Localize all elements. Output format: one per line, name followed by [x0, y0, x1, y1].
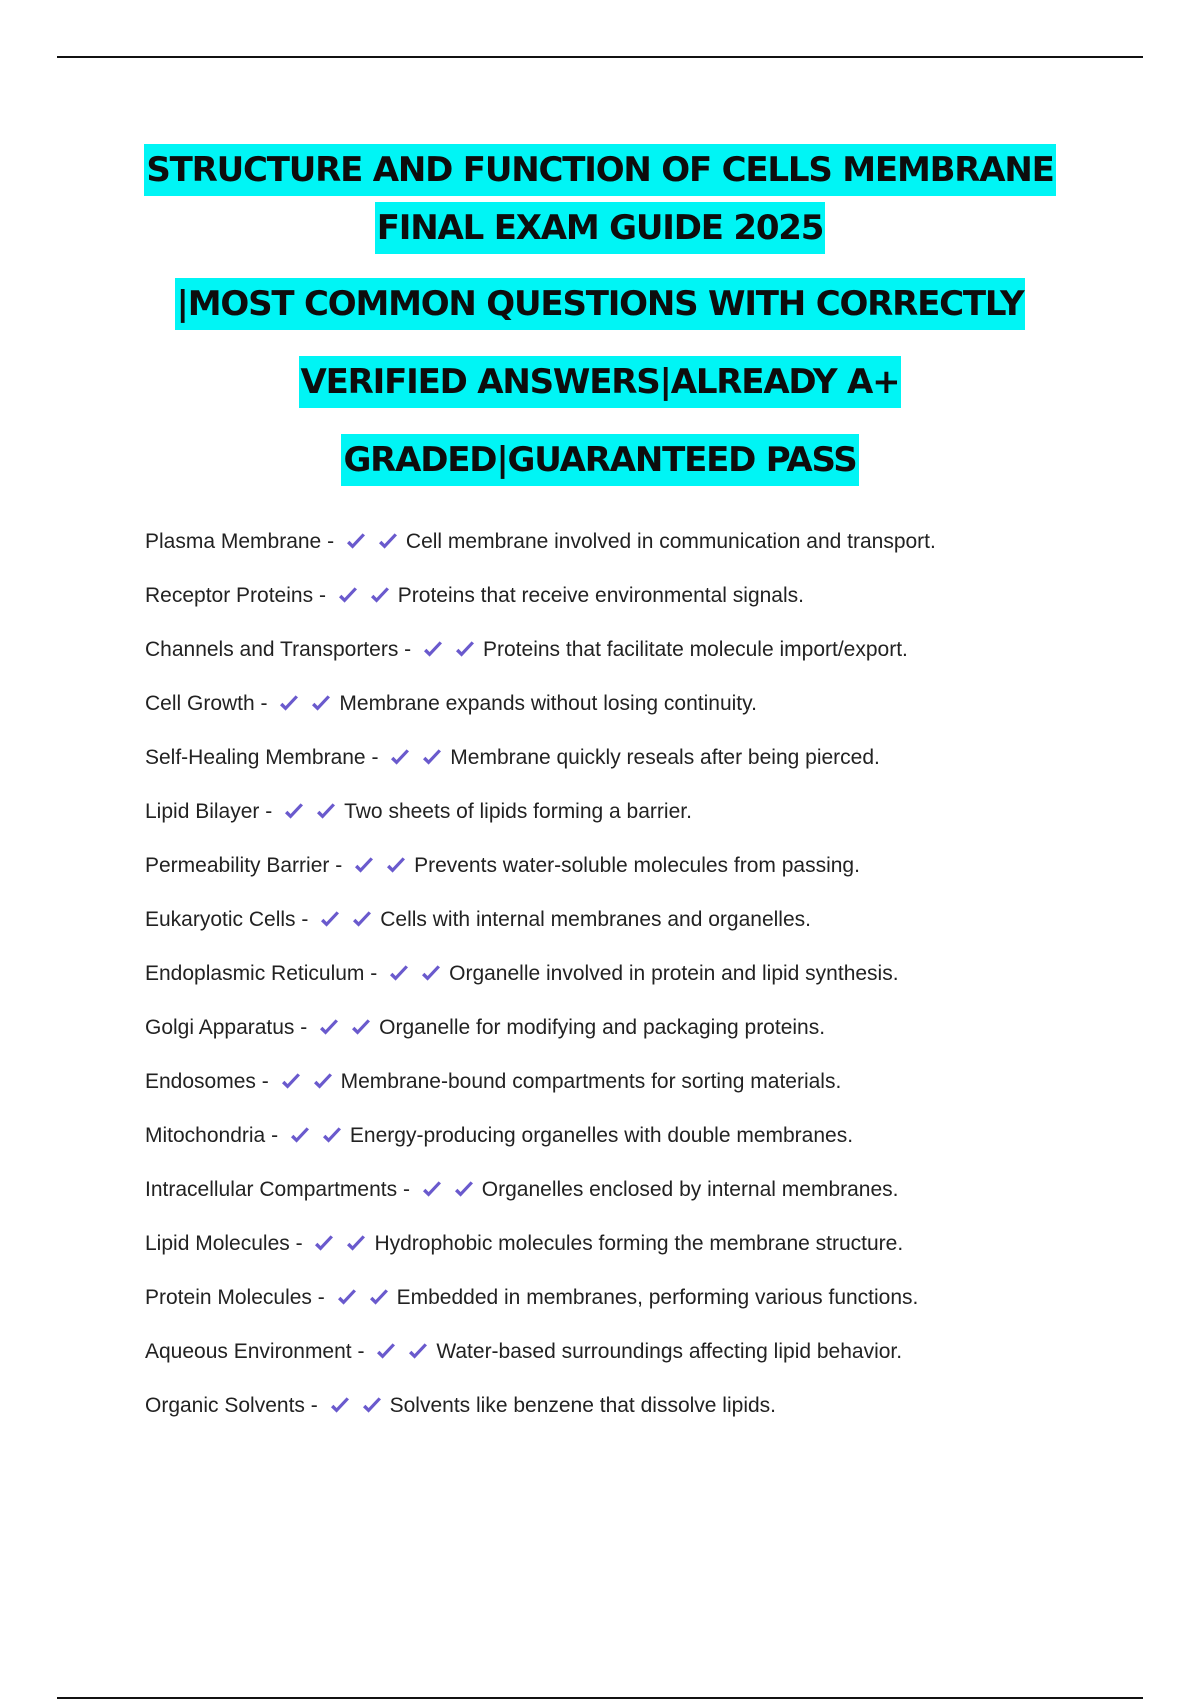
title-text-3: |MOST COMMON QUESTIONS WITH CORRECTLY [175, 278, 1026, 330]
item-definition: Embedded in membranes, performing various functions. [396, 1286, 919, 1309]
check-mark-icon [360, 1394, 384, 1418]
check-mark-icon [328, 1394, 352, 1418]
list-item [145, 1281, 1145, 1335]
item-definition: Organelle for modifying and packaging proteins. [379, 1016, 826, 1039]
check-marks [344, 530, 402, 554]
check-mark-icon [376, 530, 400, 554]
list-item [145, 849, 1145, 903]
item-definition: Membrane quickly reseals after being pierced. [450, 746, 880, 769]
item-separator: - [301, 908, 309, 931]
item-term: Receptor Proteins [145, 584, 314, 607]
list-item [145, 1389, 1145, 1443]
title-line-4 [0, 356, 1200, 414]
item-separator: - [265, 800, 273, 823]
check-mark-icon [314, 800, 338, 824]
item-term: Golgi Apparatus [145, 1016, 295, 1039]
item-term: Channels and Transporters [145, 638, 399, 661]
item-definition: Energy-producing organelles with double membranes. [349, 1124, 854, 1147]
item-term: Plasma Membrane [145, 530, 322, 553]
item-term: Self-Healing Membrane [145, 746, 366, 769]
item-definition: Organelle involved in protein and lipid synthesis. [449, 962, 899, 985]
check-marks [352, 854, 410, 878]
list-item [145, 1065, 1145, 1119]
item-definition: Hydrophobic molecules forming the membrane structure. [374, 1232, 904, 1255]
check-mark-icon [452, 1178, 476, 1202]
item-term: Protein Molecules [145, 1286, 312, 1309]
title-text-1: STRUCTURE AND FUNCTION OF CELLS MEMBRANE [144, 144, 1055, 196]
list-item [145, 957, 1145, 1011]
title-line-5 [0, 434, 1200, 492]
title-line-2 [0, 202, 1200, 260]
item-separator: - [357, 1340, 365, 1363]
check-mark-icon [352, 854, 376, 878]
check-mark-icon [350, 908, 374, 932]
list-item [145, 795, 1145, 849]
list-item [145, 1335, 1145, 1389]
bottom-rule [57, 1697, 1143, 1699]
item-separator: - [295, 1232, 303, 1255]
check-mark-icon [311, 1070, 335, 1094]
check-marks [318, 908, 376, 932]
item-separator: - [335, 854, 343, 877]
check-mark-icon [318, 908, 342, 932]
check-mark-icon [406, 1340, 430, 1364]
list-item [145, 1227, 1145, 1281]
item-definition: Cell membrane involved in communication and transport. [405, 530, 936, 553]
check-marks [279, 1070, 337, 1094]
item-term: Lipid Bilayer [145, 800, 260, 823]
title-text-2: FINAL EXAM GUIDE 2025 [375, 202, 825, 254]
item-definition: Water-based surroundings affecting lipid behavior. [436, 1340, 903, 1363]
check-marks [336, 584, 394, 608]
list-item [145, 687, 1145, 741]
item-separator: - [371, 746, 379, 769]
check-mark-icon [312, 1232, 336, 1256]
check-marks [335, 1286, 393, 1310]
check-mark-icon [374, 1340, 398, 1364]
check-mark-icon [419, 962, 443, 986]
check-mark-icon [288, 1124, 312, 1148]
item-separator: - [370, 962, 378, 985]
check-mark-icon [277, 692, 301, 716]
item-definition: Two sheets of lipids forming a barrier. [344, 800, 692, 823]
item-term: Organic Solvents [145, 1394, 305, 1417]
check-mark-icon [367, 1286, 391, 1310]
check-mark-icon [320, 1124, 344, 1148]
item-term: Endosomes [145, 1070, 256, 1093]
item-term: Aqueous Environment [145, 1340, 352, 1363]
item-term: Permeability Barrier [145, 854, 330, 877]
check-marks [420, 1178, 478, 1202]
list-item [145, 525, 1145, 579]
item-definition: Proteins that facilitate molecule import/export. [483, 638, 908, 661]
item-definition: Proteins that receive environmental signals. [397, 584, 804, 607]
check-marks [282, 800, 340, 824]
list-item [145, 1173, 1145, 1227]
item-term: Lipid Molecules [145, 1232, 290, 1255]
item-term: Intracellular Compartments [145, 1178, 398, 1201]
item-term: Cell Growth [145, 692, 255, 715]
item-separator: - [327, 530, 335, 553]
item-definition: Cells with internal membranes and organelles. [380, 908, 811, 931]
item-term: Eukaryotic Cells [145, 908, 296, 931]
item-separator: - [261, 1070, 269, 1093]
check-mark-icon [387, 962, 411, 986]
check-marks [421, 638, 479, 662]
term-list [145, 525, 1145, 1443]
item-definition: Membrane expands without losing continuity. [339, 692, 757, 715]
check-mark-icon [368, 584, 392, 608]
check-marks [288, 1124, 346, 1148]
item-separator: - [271, 1124, 279, 1147]
check-mark-icon [420, 1178, 444, 1202]
check-marks [277, 692, 335, 716]
check-mark-icon [453, 638, 477, 662]
list-item [145, 1011, 1145, 1065]
item-separator: - [317, 1286, 325, 1309]
title-line-3 [0, 278, 1200, 336]
item-definition: Solvents like benzene that dissolve lipids. [389, 1394, 776, 1417]
list-item [145, 903, 1145, 957]
item-term: Mitochondria [145, 1124, 266, 1147]
item-definition: Organelles enclosed by internal membranes. [481, 1178, 899, 1201]
item-separator: - [310, 1394, 318, 1417]
item-separator: - [402, 1178, 410, 1201]
check-marks [374, 1340, 432, 1364]
check-mark-icon [349, 1016, 373, 1040]
check-mark-icon [384, 854, 408, 878]
document-title [0, 144, 1200, 492]
title-line-1 [0, 144, 1200, 202]
list-item [145, 633, 1145, 687]
top-rule [57, 56, 1143, 58]
check-marks [388, 746, 446, 770]
check-mark-icon [421, 638, 445, 662]
item-definition: Prevents water-soluble molecules from passing. [414, 854, 860, 877]
check-mark-icon [282, 800, 306, 824]
item-definition: Membrane-bound compartments for sorting materials. [340, 1070, 842, 1093]
list-item [145, 1119, 1145, 1173]
check-mark-icon [344, 1232, 368, 1256]
check-marks [387, 962, 445, 986]
check-mark-icon [317, 1016, 341, 1040]
check-mark-icon [420, 746, 444, 770]
item-term: Endoplasmic Reticulum [145, 962, 365, 985]
check-mark-icon [388, 746, 412, 770]
check-mark-icon [279, 1070, 303, 1094]
title-text-5: GRADED|GUARANTEED PASS [341, 434, 858, 486]
check-marks [317, 1016, 375, 1040]
title-text-4: VERIFIED ANSWERS|ALREADY A+ [299, 356, 902, 408]
check-mark-icon [344, 530, 368, 554]
check-marks [328, 1394, 386, 1418]
list-item [145, 579, 1145, 633]
check-mark-icon [309, 692, 333, 716]
item-separator: - [404, 638, 412, 661]
item-separator: - [300, 1016, 308, 1039]
check-mark-icon [335, 1286, 359, 1310]
check-marks [312, 1232, 370, 1256]
list-item [145, 741, 1145, 795]
item-separator: - [260, 692, 268, 715]
check-mark-icon [336, 584, 360, 608]
item-separator: - [318, 584, 326, 607]
